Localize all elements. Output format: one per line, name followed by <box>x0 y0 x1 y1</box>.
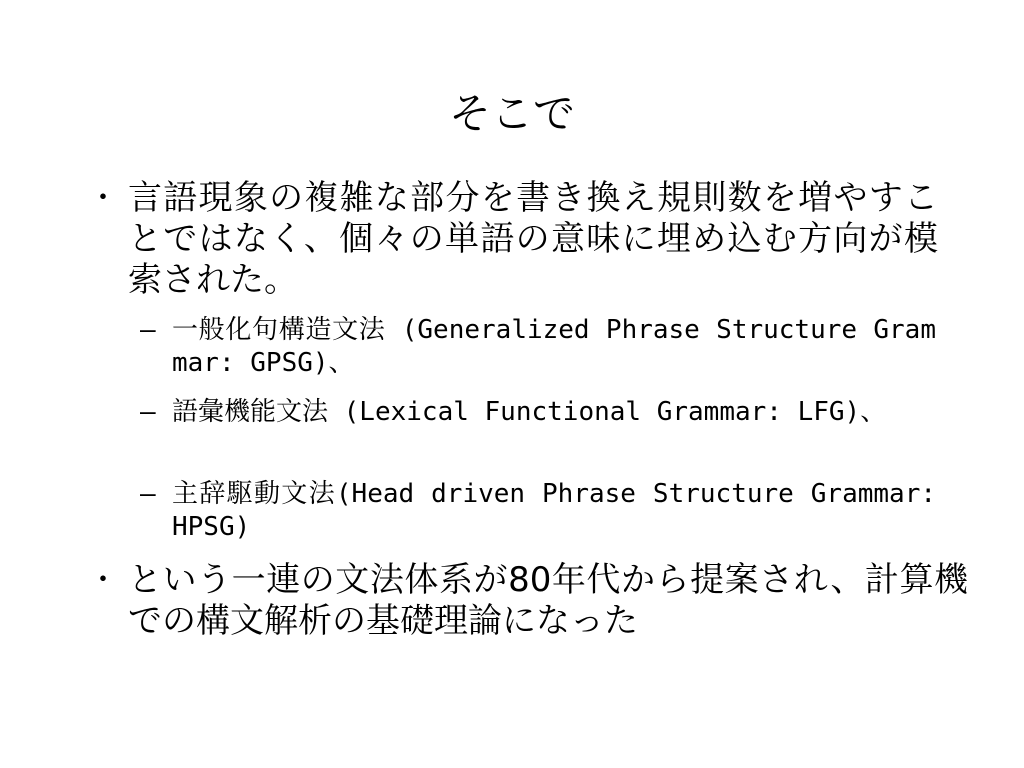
sub-bullet-marker: – <box>140 315 156 345</box>
sub-item-gpsg: 一般化句構造文法 (Generalized Phrase Structure Grammar: GPSG)、 <box>172 315 936 378</box>
slide-title: そこで <box>448 89 575 138</box>
sub-item-lfg: 語彙機能文法 (Lexical Functional Grammar: LFG)、 <box>172 397 887 427</box>
bullet-marker: ・ <box>88 563 118 598</box>
sub-bullet-marker: – <box>140 397 156 427</box>
bullet-text-2: という一連の文法体系が80年代から提案され、計算機での構文解析の基礎理論になった <box>128 560 968 641</box>
bullet-text-1: 言語現象の複雑な部分を書き換え規則数を増やすことではなく、個々の単語の意味に埋め込む方向が模索された。 <box>128 178 938 300</box>
sub-bullet-marker: – <box>140 479 156 509</box>
bullet-marker: ・ <box>88 181 118 216</box>
sub-item-hpsg: 主辞駆動文法(Head driven Phrase Structure Grammar: HPSG) <box>172 479 936 542</box>
